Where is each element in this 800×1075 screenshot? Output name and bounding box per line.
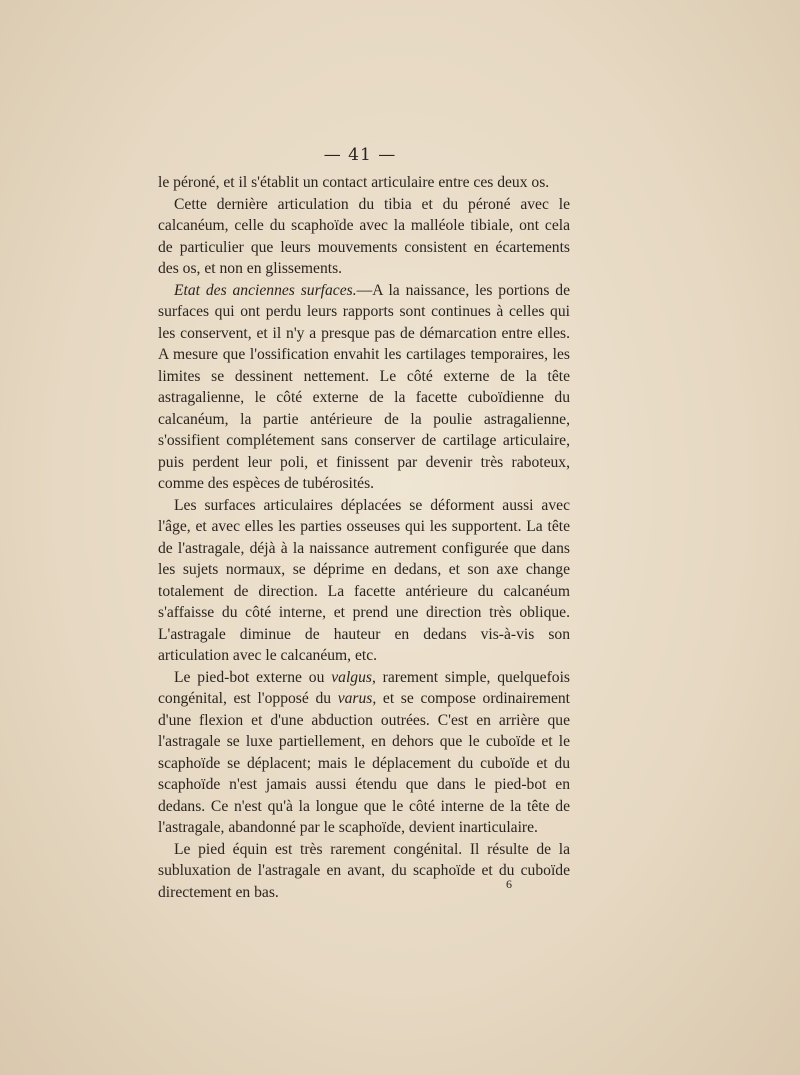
paragraph-1: le péroné, et il s'établit un contact articulaire entre ces deux os. [158,174,550,191]
signature-mark: 6 [506,877,512,891]
paragraph-6: Le pied équin est très rarement congénital. Il résulte de la subluxation de l'astragale en avant, du scaphoïde et du cuboïde directement en bas. [158,840,570,901]
body-text [158,172,570,903]
em-dash: — [356,281,373,299]
section-heading-etat: Etat des anciennes surfaces. [174,281,357,299]
paragraph-5-mid: , rarement simple, quelquefois congénital, est l'opposé du [158,668,570,707]
paragraph-5-start: Le pied-bot externe ou [174,668,325,686]
paragraph-4: Les surfaces articulaires déplacées se déforment aussi avec l'âge, et avec elles les parties osseuses qui les supportent. La tête de l'astragale, déjà à la naissance autrement configurée que dans les sujets normaux, se déprime en dedans, et son axe change totalement de direction. La facette antérieure du calcanéum s'affaisse du côté interne, et prend une direction très oblique. L'astragale diminue de hauteur en dedans vis-à-vis son articulation avec le calcanéum, etc. [158,496,570,664]
paragraph-5-end: , et se compose ordinairement d'une flexion et d'une abduction outrées. C'est en arrière que l'astragale se luxe partiellement, en dehors que le cuboïde et le scaphoïde se déplacent; mais le déplacement du cuboïde et du scaphoïde n'est jamais aussi étendu que dans le pied-bot en dedans. Ce n'est qu'à la longue que le côté interne de la tête de l'astragale, abandonné par le scaphoïde, devient inarticulaire. [158,690,570,836]
page-number: — 41 — [323,145,397,165]
term-valgus: valgus [331,668,372,686]
paragraph-3 [158,280,570,495]
paragraph-2: Cette dernière articulation du tibia et du péroné avec le calcanéum, celle du scaphoïde avec la malléole tibiale, ont cela de particulier que leurs mouvements consistent en écartements des os, et non en glissements. [158,195,570,277]
paragraph-3-text: A la naissance, les portions de surfaces qui ont perdu leurs rapports sont continues à celles qui les conservent, et il n'y a presque pas de démarcation entre elles. A mesure que l'ossification envahit les cartilages temporaires, les limites se dessinent nettement. Le côté externe de la tête astragalienne, le côté externe de la facette cuboïdienne du calcanéum, la partie antérieure de la poulie astragalienne, s'ossifient complétement sans conserver de cartilage articulaire, puis perdent leur poli, et finissent par devenir très raboteux, comme des espèces de tubérosités. [158,281,570,492]
term-varus: varus [337,690,373,707]
paragraph-5 [158,667,570,839]
